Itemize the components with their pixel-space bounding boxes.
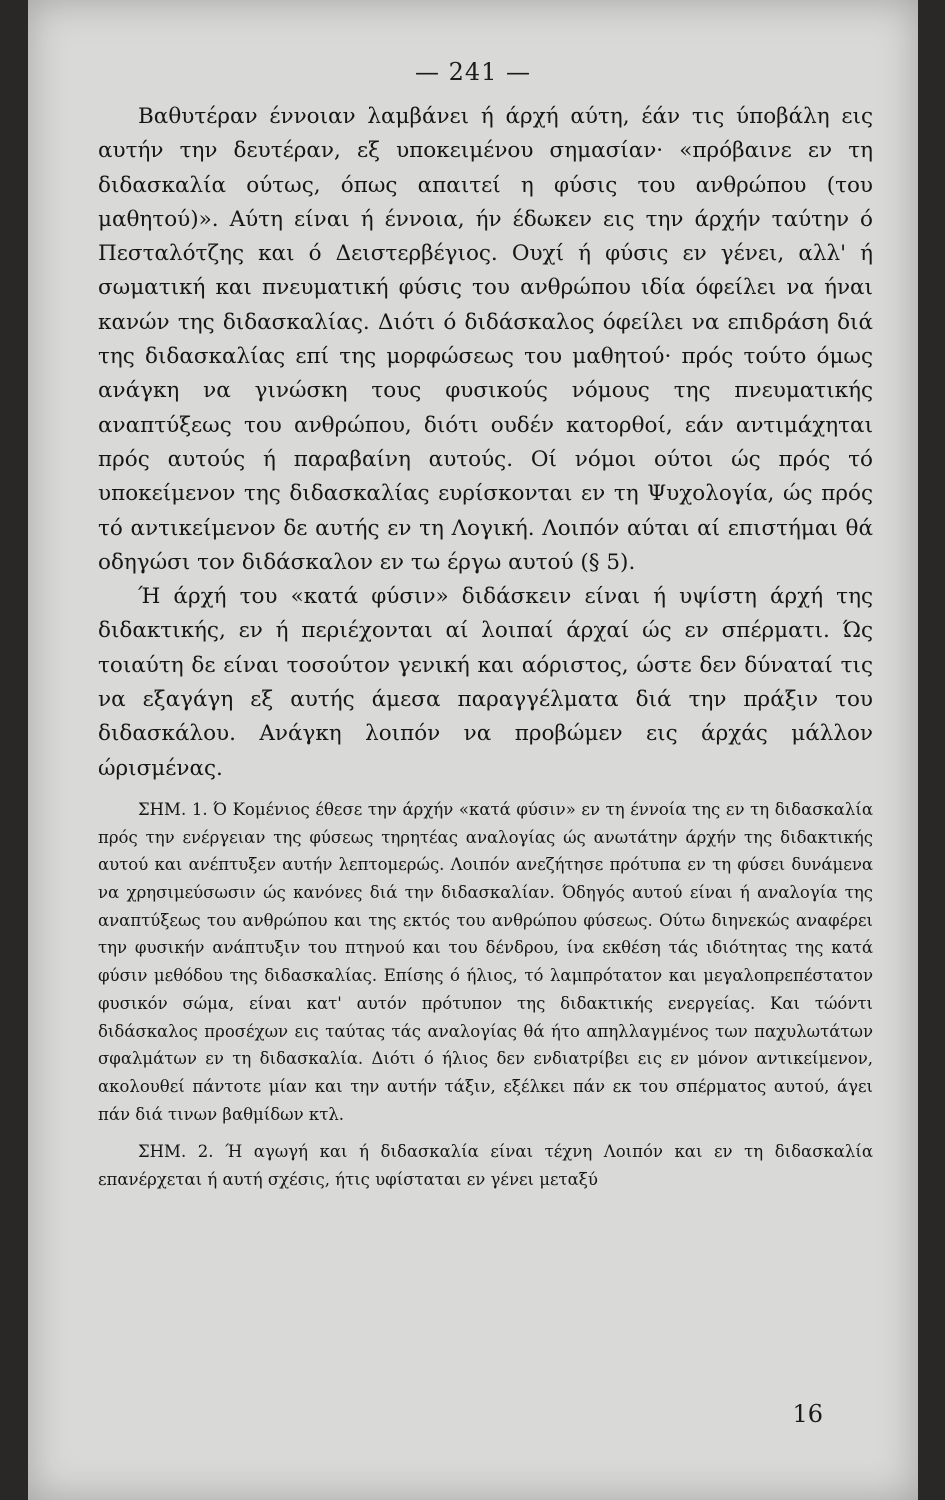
paragraph-1: Βαθυτέραν έννοιαν λαμβάνει ή άρχή αύτη, έάν τις ύποβάλη εις αυτήν την δευτέραν, εξ υποκειμένου σημασίαν· «πρόβαινε εν τη διδασκαλία ούτως, όπως απαιτεί η φύσις του ανθρώπου (του μαθητού)». Αύτη είναι ή έννοια, ήν έδωκεν εις την άρχήν ταύτην ό Πεσταλότζης και ό Δειστερβέγιος. Ουχί ή φύσις εν γένει, αλλ' ή σωματική και πνευματική φύσις του ανθρώπου ιδία όφείλει να ήναι κανών της διδασκαλίας. Διότι ό διδάσκαλος όφείλει να επιδράση διά της διδασκαλίας επί της μορφώσεως του μαθητού· πρός τούτο όμως ανάγκη να γινώσκη τους φυσικούς νόμους της πνευματικής αναπτύξεως του ανθρώπου, διότι ουδέν κατορθοί, εάν αντιμάχηται πρός αυτούς ή παραβαίνη αυτούς. Οί νόμοι ούτοι ώς πρός τό υποκείμενον της διδασκαλίας ευρίσκονται εν τη Ψυχολογία, ώς πρός τό αντικείμενον δε αυτής εν τη Λογική. Λοιπόν αύται αί επιστήμαι θά οδηγώσι τον διδάσκαλον εν τω έργω αυτού (§ 5). <box>98 104 873 575</box>
book-page <box>28 0 918 1500</box>
note-1: ΣΗΜ. 1. Ό Κομένιος έθεσε την άρχήν «κατά φύσιν» εν τη έννοία της εν τη διδασκαλία πρός την ενέργειαν της φύσεως τηρητέας αναλογίας ώς ανωτάτην άρχήν της διδακτικής αυτού και ανέπτυξεν αυτήν λεπτομερώς. Λοιπόν ανεζήτησε πρότυπα εν τη φύσει δυνάμενα να χρησιμεύσωσιν ώς κανόνες διά την διδασκαλίαν. Όδηγός αυτού είναι ή αναλογία της αναπτύξεως του ανθρώπου και της εκτός του ανθρώπου φύσεως. Ούτω διηνεκώς αναφέρει την φυσικήν ανάπτυξιν του πτηνού και του δένδρου, ίνα εκθέση τάς ιδιότητας της κατά φύσιν μεθόδου της διδασκαλίας. Επίσης ό ήλιος, τό λαμπρότατον και μεγαλοπρεπέστατον φυσικόν σώμα, είναι κατ' αυτόν πρότυπον της διδακτικής ενεργείας. Και τώόντι διδάσκαλος προσέχων εις ταύτας τάς αναλογίας θά ήτο απηλλαγμένος των παχυλωτάτων σφαλμάτων εν τη διδασκαλία. Διότι ό ήλιος δεν ενδιατρίβει εις εν μόνον αντικείμενον, ακολουθεί πάντοτε μίαν και την αυτήν τάξιν, εξέλκει πάν εκ του σπέρματος αυτού, άγει πάν διά τινων βαθμίδων κτλ. <box>98 799 873 1124</box>
signature-mark: 16 <box>792 1400 823 1428</box>
page-number: — 241 — <box>414 58 532 86</box>
page-body <box>98 100 873 1194</box>
note-2: ΣΗΜ. 2. Ή αγωγή και ή διδασκαλία είναι τέχνη Λοιπόν και εν τη διδασκαλία επανέρχεται ή αυτή σχέσις, ήτις υφίσταται εν γένει μεταξύ <box>98 1142 873 1190</box>
paragraph-2: Ή άρχή του «κατά φύσιν» διδάσκειν είναι ή υψίστη άρχή της διδακτικής, εν ή περιέχονται αί λοιπαί άρχαί ώς εν σπέρματι. Ώς τοιαύτη δε είναι τοσούτον γενική και αόριστος, ώστε δεν δύναταί τις να εξαγάγη εξ αυτής άμεσα παραγγέλματα διά την πράξιν του διδασκάλου. Ανάγκη λοιπόν να προβώμεν εις άρχάς μάλλον ώρισμένας. <box>98 584 873 781</box>
